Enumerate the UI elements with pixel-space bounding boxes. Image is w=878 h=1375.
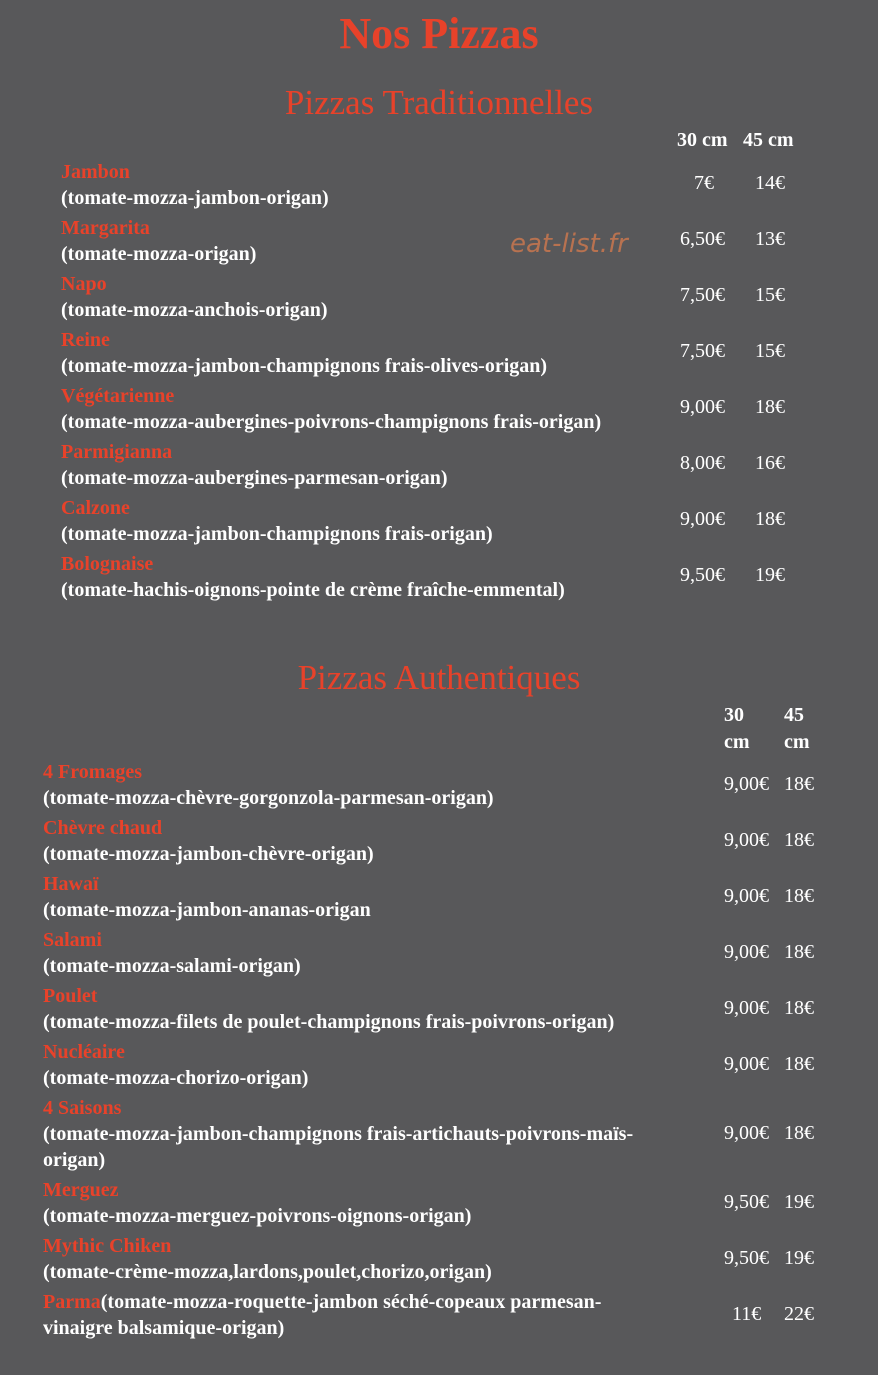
price-30cm: 9,00€ [724,829,769,851]
price-30cm: 9,00€ [724,997,769,1019]
pizza-name: Salami [43,929,102,951]
pizza-name: Hawaï [43,873,99,895]
pizza-name-line [43,1289,601,1315]
price-45cm: 18€ [784,1122,814,1144]
price-30cm: 9,00€ [724,773,769,795]
price-45cm: 15€ [755,284,785,306]
pizza-name: Jambon [61,161,130,183]
pizza-name: Merguez [43,1179,119,1201]
column-header-cm: cm [724,731,750,753]
price-45cm: 18€ [755,508,785,530]
pizza-name: Reine [61,329,110,351]
column-header-45cm: 45 cm [743,129,794,151]
pizza-ingredients: (tomate-mozza-chèvre-gorgonzola-parmesan-origan) [43,787,494,809]
pizza-ingredients: (tomate-mozza-aubergines-parmesan-origan) [61,467,448,489]
pizza-ingredients: (tomate-crème-mozza,lardons,poulet,chorizo,origan) [43,1261,492,1283]
price-45cm: 19€ [784,1247,814,1269]
pizza-name: Napo [61,273,107,295]
pizza-name: Poulet [43,985,98,1007]
pizza-name: Mythic Chiken [43,1235,172,1257]
pizza-ingredients-continued: vinaigre balsamique-origan) [43,1317,285,1339]
column-header-30: 30 [724,704,744,726]
price-30cm: 8,00€ [680,452,725,474]
price-45cm: 13€ [755,228,785,250]
pizza-name: Chèvre chaud [43,817,163,839]
pizza-ingredients: (tomate-mozza-jambon-ananas-origan [43,899,371,921]
price-30cm: 9,00€ [680,508,725,530]
pizza-ingredients: (tomate-mozza-jambon-origan) [61,187,329,209]
pizza-ingredients: (tomate-mozza-jambon-champignons frais-artichauts-poivrons-maïs- [43,1123,634,1145]
page-title: Nos Pizzas [339,9,539,58]
pizza-name: Parmigianna [61,441,173,463]
pizza-name: Parma [43,1291,101,1313]
pizza-name: 4 Fromages [43,761,143,783]
price-45cm: 18€ [784,885,814,907]
pizza-name: 4 Saisons [43,1097,122,1119]
price-45cm: 19€ [755,564,785,586]
price-45cm: 18€ [784,829,814,851]
pizza-ingredients: (tomate-mozza-filets de poulet-champignons frais-poivrons-origan) [43,1011,615,1033]
pizza-name: Végétarienne [61,385,175,407]
price-30cm: 7€ [694,172,714,194]
price-30cm: 6,50€ [680,228,725,250]
pizza-ingredients: (tomate-mozza-aubergines-poivrons-champignons frais-origan) [61,411,602,433]
price-45cm: 18€ [784,1053,814,1075]
pizza-name: Calzone [61,497,130,519]
column-header-45: 45 [784,704,804,726]
pizza-ingredients: (tomate-mozza-jambon-champignons frais-origan) [61,523,493,545]
pizza-ingredients: (tomate-mozza-jambon-champignons frais-olives-origan) [61,355,548,377]
pizza-ingredients: (tomate-mozza-chorizo-origan) [43,1067,309,1089]
pizza-ingredients: (tomate-mozza-salami-origan) [43,955,301,977]
pizza-name: Margarita [61,217,150,239]
price-30cm: 9,50€ [680,564,725,586]
price-30cm: 9,00€ [724,1122,769,1144]
price-45cm: 14€ [755,172,785,194]
pizza-ingredients: (tomate-mozza-jambon-chèvre-origan) [43,843,374,865]
pizza-ingredients: (tomate-hachis-oignons-pointe de crème fraîche-emmental) [61,579,565,601]
price-30cm: 9,00€ [680,396,725,418]
pizza-name: Nucléaire [43,1041,125,1063]
price-30cm: 9,00€ [724,1053,769,1075]
price-30cm: 9,00€ [724,941,769,963]
section-title-authentic: Pizzas Authentiques [297,658,581,697]
price-45cm: 15€ [755,340,785,362]
pizza-name: Bolognaise [61,553,154,575]
section-title-traditional: Pizzas Traditionnelles [284,83,594,122]
watermark: eat-list.fr [510,229,628,259]
price-45cm: 16€ [755,452,785,474]
pizza-ingredients: (tomate-mozza-origan) [61,243,257,265]
pizza-ingredients-continued: origan) [43,1149,106,1171]
price-45cm: 18€ [784,773,814,795]
pizza-ingredients: (tomate-mozza-merguez-poivrons-oignons-origan) [43,1205,472,1227]
pizza-ingredients: (tomate-mozza-roquette-jambon séché-copeaux parmesan- [100,1291,602,1313]
price-45cm: 19€ [784,1191,814,1213]
column-header-30cm: 30 cm [677,129,728,151]
price-30cm: 9,50€ [724,1247,769,1269]
price-30cm: 9,50€ [724,1191,769,1213]
price-45cm: 18€ [755,396,785,418]
price-30cm: 7,50€ [680,340,725,362]
price-45cm: 18€ [784,941,814,963]
price-30cm: 9,00€ [724,885,769,907]
pizza-ingredients: (tomate-mozza-anchois-origan) [61,299,328,321]
price-45cm: 18€ [784,997,814,1019]
price-30cm: 7,50€ [680,284,725,306]
price-45cm: 22€ [784,1303,814,1325]
column-header-cm: cm [784,731,810,753]
price-30cm: 11€ [732,1303,762,1325]
